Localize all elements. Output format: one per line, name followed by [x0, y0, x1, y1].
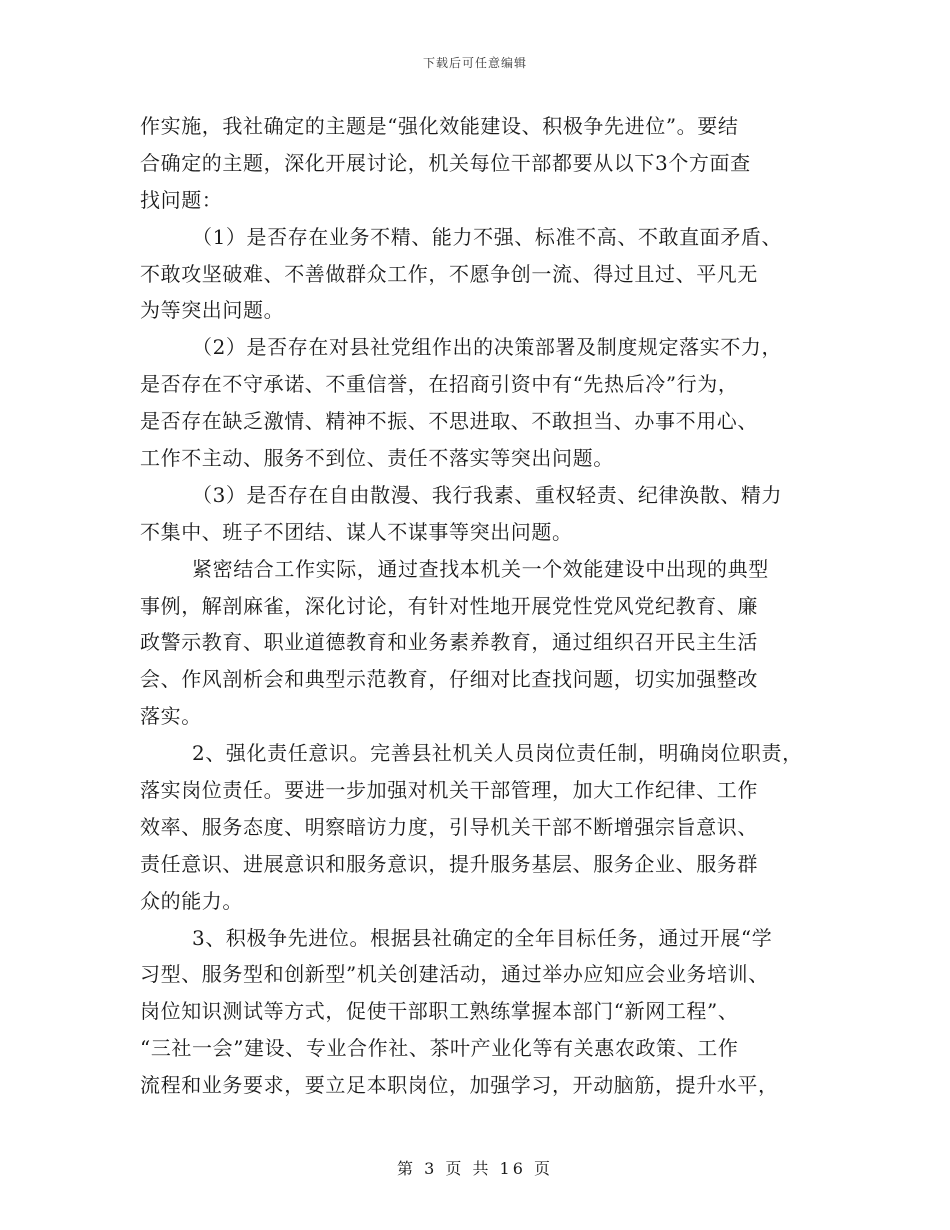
text-line: “三社一会”建设、专业合作社、茶叶产业化等有关惠农政策、工作	[140, 1036, 739, 1061]
text-line: 众的能力。	[140, 888, 243, 913]
text-line: 不敢攻坚破难、不善做群众工作，不愿争创一流、得过且过、平凡无	[140, 261, 758, 286]
text-line: 流程和业务要求，要立足本职岗位，加强学习，开动脑筋，提升水平，	[140, 1073, 779, 1098]
page-header: 下载后可任意编辑	[422, 56, 527, 70]
text-line: 3、积极争先进位。根据县社确定的全年目标任务，通过开展“学	[192, 925, 773, 950]
text-line: 习型、服务型和创新型”机关创建活动，通过举办应知应会业务培训、	[140, 962, 769, 987]
text-line: 找问题：	[140, 187, 223, 212]
text-line: （1）是否存在业务不精、能力不强、标准不高、不敢直面矛盾、	[192, 224, 783, 249]
page-footer: 第 3 页 共 16 页	[397, 1159, 553, 1178]
text-line: 效率、服务态度、明察暗访力度，引导机关干部不断增强宗旨意识、	[140, 814, 758, 839]
text-line: （3）是否存在自由散漫、我行我素、重权轻责、纪律涣散、精力	[192, 482, 783, 507]
text-line: 岗位知识测试等方式，促使干部职工熟练掌握本部门“新网工程”、	[140, 999, 739, 1024]
text-line: 政警示教育、职业道德教育和业务素养教育，通过组织召开民主生活	[140, 630, 758, 655]
text-line: 紧密结合工作实际，通过查找本机关一个效能建设中出现的典型	[192, 556, 769, 581]
text-line: 工作不主动、服务不到位、责任不落实等突出问题。	[140, 446, 614, 471]
text-line: （2）是否存在对县社党组作出的决策部署及制度规定落实不力，	[192, 335, 783, 360]
text-line: 是否存在缺乏激情、精神不振、不思进取、不敢担当、办事不用心、	[140, 409, 758, 434]
text-line: 落实岗位责任。要进一步加强对机关干部管理，加大工作纪律、工作	[140, 778, 758, 803]
text-line: 2、强化责任意识。完善县社机关人员岗位责任制，明确岗位职责，	[192, 741, 803, 766]
text-line: 合确定的主题，深化开展讨论，机关每位干部都要从以下3个方面查	[140, 150, 751, 175]
text-line: 事例，解剖麻雀，深化讨论，有针对性地开展党性党风党纪教育、廉	[140, 593, 758, 618]
text-line: 会、作风剖析会和典型示范教育，仔细对比查找问题，切实加强整改	[140, 667, 758, 692]
text-line: 为等突出问题。	[140, 298, 285, 323]
text-line: 责任意识、进展意识和服务意识，提升服务基层、服务企业、服务群	[140, 851, 758, 876]
text-line: 作实施，我社确定的主题是“强化效能建设、积极争先进位”。要结	[140, 114, 739, 138]
text-line: 落实。	[140, 704, 202, 729]
text-line: 是否存在不守承诺、不重信誉，在招商引资中有“先热后冷”行为，	[140, 372, 739, 397]
text-line: 不集中、班子不团结、谋人不谋事等突出问题。	[140, 519, 573, 544]
document-body	[140, 108, 830, 1104]
